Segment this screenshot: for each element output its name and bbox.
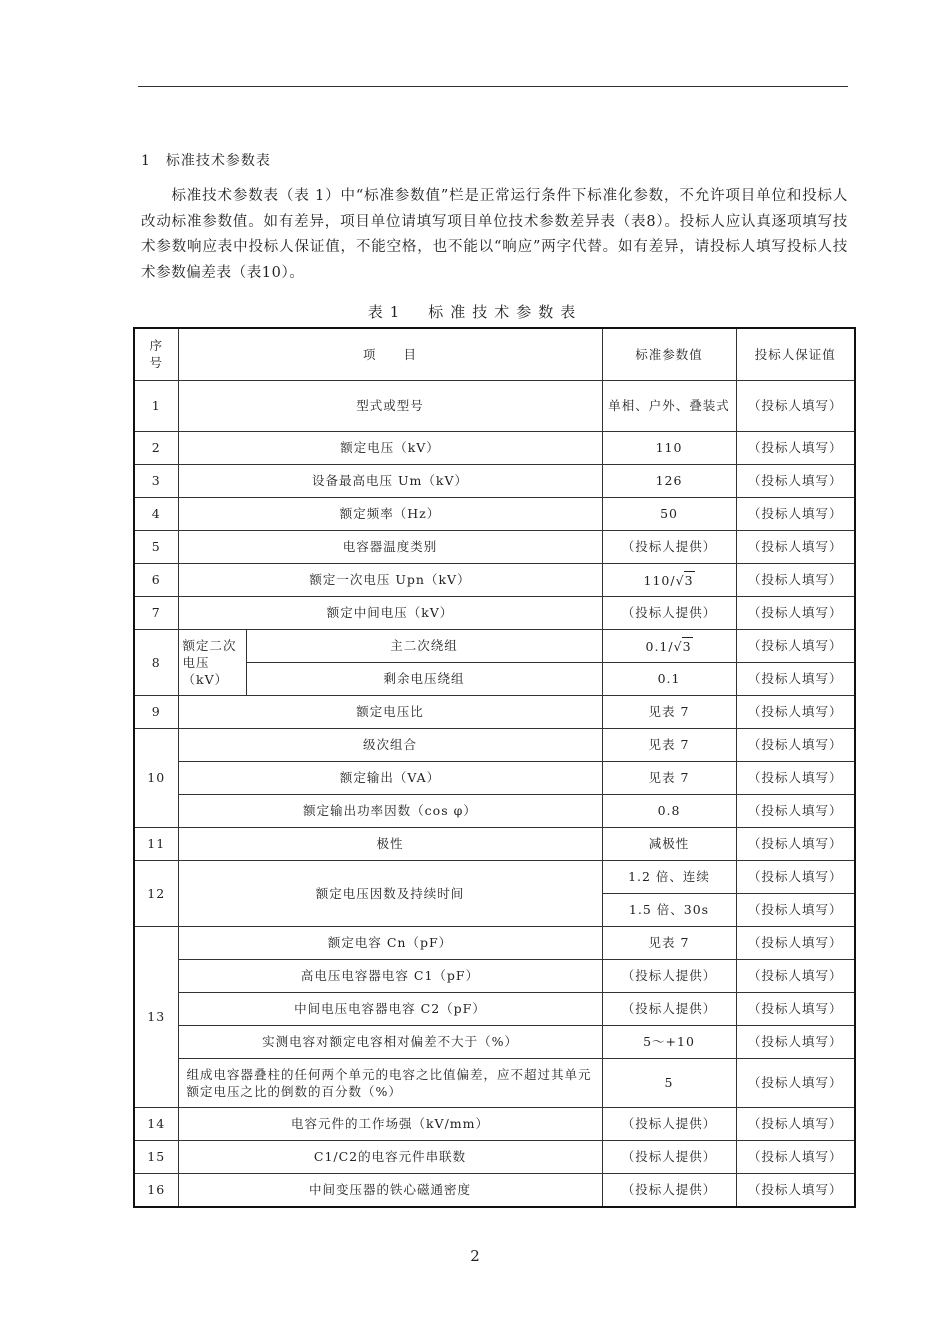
bid-cell: （投标人填写） (736, 497, 855, 530)
group-cell: 额定二次电压（kV） (178, 629, 246, 695)
bid-cell: （投标人填写） (736, 761, 855, 794)
std-cell: （投标人提供） (602, 1140, 736, 1173)
item-cell: 高电压电容器电容 C1（pF） (178, 959, 602, 992)
table-row (134, 530, 855, 563)
item-cell: 额定频率（Hz） (178, 497, 602, 530)
table-row (134, 1025, 855, 1058)
item-cell: 电容元件的工作场强（kV/mm） (178, 1107, 602, 1140)
bid-cell: （投标人填写） (736, 827, 855, 860)
spec-table (133, 327, 856, 1208)
seq-cell: 3 (134, 464, 178, 497)
seq-cell: 13 (134, 926, 178, 1107)
table-row (134, 728, 855, 761)
bid-cell: （投标人填写） (736, 629, 855, 662)
table-row (134, 629, 855, 662)
bid-cell: （投标人填写） (736, 662, 855, 695)
item-cell: 极性 (178, 827, 602, 860)
item-cell: C1/C2的电容元件串联数 (178, 1140, 602, 1173)
section-title: 标准技术参数表 (165, 153, 271, 169)
table-row (134, 596, 855, 629)
std-cell: 1.2 倍、连续 (602, 860, 736, 893)
bid-cell: （投标人填写） (736, 431, 855, 464)
table-row (134, 464, 855, 497)
bid-cell: （投标人填写） (736, 563, 855, 596)
item-cell: 额定输出功率因数（cos φ） (178, 794, 602, 827)
table-header-row (134, 328, 855, 380)
bid-cell: （投标人填写） (736, 794, 855, 827)
table-row (134, 1107, 855, 1140)
std-value-prefix: 110/ (643, 572, 676, 588)
item-cell: 额定中间电压（kV） (178, 596, 602, 629)
bid-cell: （投标人填写） (736, 1140, 855, 1173)
header-seq: 序号 (134, 328, 178, 380)
table-row (134, 563, 855, 596)
seq-cell: 6 (134, 563, 178, 596)
header-bid: 投标人保证值 (736, 328, 855, 380)
item-cell: 额定输出（VA） (178, 761, 602, 794)
seq-cell: 9 (134, 695, 178, 728)
std-cell: 0.1 (602, 662, 736, 695)
table-row (134, 695, 855, 728)
bid-cell: （投标人填写） (736, 596, 855, 629)
table-row (134, 992, 855, 1025)
bid-cell: （投标人填写） (736, 1058, 855, 1107)
std-cell: 5～+10 (602, 1025, 736, 1058)
item-cell: 级次组合 (178, 728, 602, 761)
std-cell: 减极性 (602, 827, 736, 860)
bid-cell: （投标人填写） (736, 926, 855, 959)
section-heading (141, 150, 271, 170)
bid-cell: （投标人填写） (736, 1025, 855, 1058)
seq-cell: 14 (134, 1107, 178, 1140)
bid-cell: （投标人填写） (736, 1107, 855, 1140)
table-row (134, 926, 855, 959)
std-cell: （投标人提供） (602, 959, 736, 992)
table-row (134, 959, 855, 992)
std-cell: （投标人提供） (602, 530, 736, 563)
table-row (134, 794, 855, 827)
item-cell: 主二次绕组 (246, 629, 602, 662)
item-cell: 电容器温度类别 (178, 530, 602, 563)
table-row (134, 1173, 855, 1207)
sqrt-sign: √3 (673, 638, 692, 654)
item-cell: 额定电压因数及持续时间 (178, 860, 602, 926)
std-cell (602, 629, 736, 662)
bid-cell: （投标人填写） (736, 992, 855, 1025)
table-row (134, 497, 855, 530)
std-cell: 110 (602, 431, 736, 464)
std-cell: 见表 7 (602, 695, 736, 728)
header-rule (138, 86, 848, 87)
item-cell: 实测电容对额定电容相对偏差不大于（%） (178, 1025, 602, 1058)
item-cell: 型式或型号 (178, 380, 602, 431)
item-cell: 组成电容器叠柱的任何两个单元的电容之比值偏差，应不超过其单元额定电压之比的倒数的百分数（%） (178, 1058, 602, 1107)
std-cell: 单相、户外、叠装式 (602, 380, 736, 431)
table-row (134, 827, 855, 860)
table-row (134, 860, 855, 893)
bid-cell: （投标人填写） (736, 959, 855, 992)
std-cell: 126 (602, 464, 736, 497)
std-cell: （投标人提供） (602, 596, 736, 629)
item-cell: 剩余电压绕组 (246, 662, 602, 695)
std-cell: 1.5 倍、30s (602, 893, 736, 926)
item-cell: 额定电容 Cn（pF） (178, 926, 602, 959)
std-cell: 见表 7 (602, 761, 736, 794)
table-row (134, 1058, 855, 1107)
bid-cell: （投标人填写） (736, 728, 855, 761)
std-cell (602, 563, 736, 596)
header-std: 标准参数值 (602, 328, 736, 380)
bid-cell: （投标人填写） (736, 893, 855, 926)
std-cell: 0.8 (602, 794, 736, 827)
intro-paragraph: 标准技术参数表（表 1）中“标准参数值”栏是正常运行条件下标准化参数，不允许项目单位和投标人改动标准参数值。如有差异，项目单位请填写项目单位技术参数差异表（表8）。投标人应认真逐项填写技术参数响应表中投标人保证值，不能空格，也不能以“响应”两字代替。如有差异，请投标人填写投标人技术参数偏差表（表10）。 (141, 188, 848, 281)
seq-cell: 1 (134, 380, 178, 431)
seq-cell: 16 (134, 1173, 178, 1207)
item-cell: 中间电压电容器电容 C2（pF） (178, 992, 602, 1025)
seq-cell: 2 (134, 431, 178, 464)
sqrt-sign: √3 (675, 572, 694, 588)
table-row (134, 1140, 855, 1173)
item-cell: 额定电压（kV） (178, 431, 602, 464)
seq-cell: 4 (134, 497, 178, 530)
std-cell: （投标人提供） (602, 1107, 736, 1140)
item-cell: 额定电压比 (178, 695, 602, 728)
sqrt-radicand: 3 (684, 572, 694, 588)
table-row (134, 380, 855, 431)
table-row (134, 761, 855, 794)
item-cell: 中间变压器的铁心磁通密度 (178, 1173, 602, 1207)
std-cell: （投标人提供） (602, 1173, 736, 1207)
std-cell: 见表 7 (602, 926, 736, 959)
bid-cell: （投标人填写） (736, 1173, 855, 1207)
std-value-prefix: 0.1/ (645, 638, 674, 654)
seq-cell: 11 (134, 827, 178, 860)
item-cell: 额定一次电压 Upn（kV） (178, 563, 602, 596)
bid-cell: （投标人填写） (736, 530, 855, 563)
std-cell: （投标人提供） (602, 992, 736, 1025)
page-number: 2 (470, 1247, 480, 1265)
seq-cell: 8 (134, 629, 178, 695)
section-number: 1 (141, 153, 151, 169)
std-cell: 50 (602, 497, 736, 530)
std-cell: 见表 7 (602, 728, 736, 761)
sqrt-radicand: 3 (682, 638, 692, 654)
table-row (134, 431, 855, 464)
seq-cell: 12 (134, 860, 178, 926)
table-caption: 表1 标准技术参数表 (367, 303, 583, 321)
bid-cell: （投标人填写） (736, 860, 855, 893)
bid-cell: （投标人填写） (736, 380, 855, 431)
bid-cell: （投标人填写） (736, 695, 855, 728)
header-item: 项 目 (178, 328, 602, 380)
std-cell: 5 (602, 1058, 736, 1107)
seq-cell: 5 (134, 530, 178, 563)
bid-cell: （投标人填写） (736, 464, 855, 497)
item-cell: 设备最高电压 Um（kV） (178, 464, 602, 497)
seq-cell: 7 (134, 596, 178, 629)
seq-cell: 10 (134, 728, 178, 827)
seq-cell: 15 (134, 1140, 178, 1173)
